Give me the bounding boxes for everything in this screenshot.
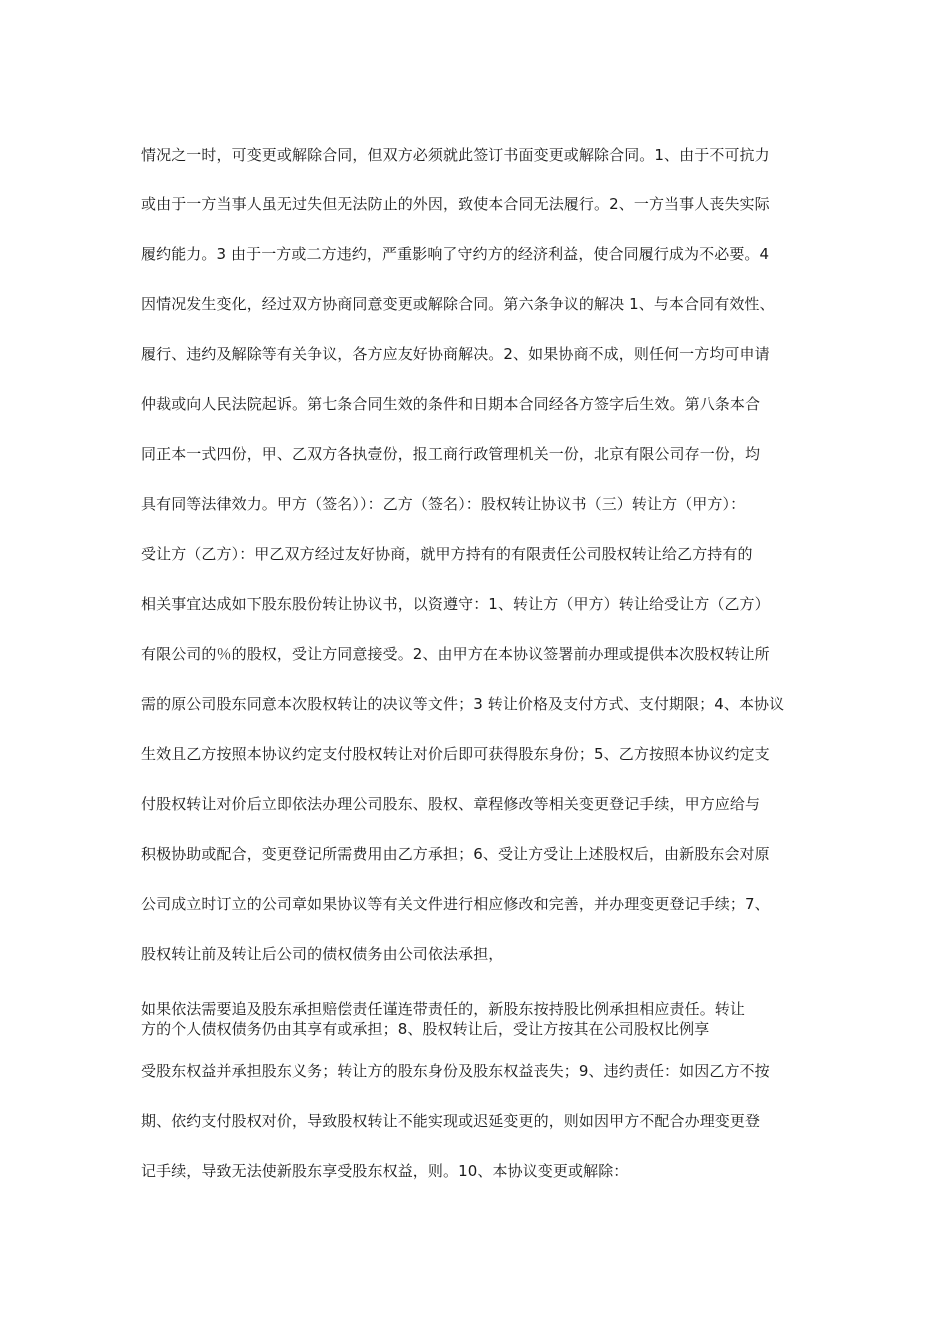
text-line-8: 具有同等法律效力。甲方（签名））：乙方（签名）：股权转让协议书（三）转让方（甲方）： <box>141 495 746 513</box>
text-line-20: 受股东权益并承担股东义务；转让方的股东身份及股东权益丧失；9、违约责任：如因乙方不按 <box>141 1062 770 1080</box>
text-line-2: 或由于一方当事人虽无过失但无法防止的外因，致使本合同无法履行。2、一方当事人丧失实际 <box>141 195 770 213</box>
text-line-3: 履约能力。3 由于一方或二方违约，严重影响了守约方的经济利益，使合同履行成为不必要。4 <box>141 245 770 263</box>
text-line-15: 积极协助或配合，变更登记所需费用由乙方承担；6、受让方受让上述股权后，由新股东会对原 <box>141 845 770 863</box>
text-line-19: 方的个人债权债务仍由其享有或承担；8、股权转让后，受让方按其在公司股权比例享 <box>141 1020 710 1038</box>
text-line-4: 因情况发生变化，经过双方协商同意变更或解除合同。第六条争议的解决 1、与本合同有效性、 <box>141 295 775 313</box>
text-line-13: 生效且乙方按照本协议约定支付股权转让对价后即可获得股东身份；5、乙方按照本协议约定支 <box>141 745 770 763</box>
text-line-17: 股权转让前及转让后公司的债权债务由公司依法承担， <box>141 945 504 963</box>
text-line-11: 有限公司的％的股权，受让方同意接受。2、由甲方在本协议签署前办理或提供本次股权转让所 <box>141 645 770 663</box>
text-line-9: 受让方（乙方）：甲乙双方经过友好协商，就甲方持有的有限责任公司股权转让给乙方持有的 <box>141 545 753 563</box>
text-line-10: 相关事宜达成如下股东股份转让协议书，以资遵守：1、转让方（甲方）转让给受让方（乙方） <box>141 595 770 613</box>
text-line-5: 履行、违约及解除等有关争议，各方应友好协商解决。2、如果协商不成，则任何一方均可申请 <box>141 345 770 363</box>
text-line-12: 需的原公司股东同意本次股权转让的决议等文件；3 转让价格及支付方式、支付期限；4、本协议 <box>141 695 785 713</box>
text-line-1: 情况之一时，可变更或解除合同，但双方必须就此签订书面变更或解除合同。1、由于不可抗力 <box>141 146 770 164</box>
text-line-22: 记手续，导致无法使新股东享受股东权益，则。10、本协议变更或解除： <box>141 1162 629 1180</box>
text-line-16: 公司成立时订立的公司章如果协议等有关文件进行相应修改和完善，并办理变更登记手续；7、 <box>141 895 770 913</box>
text-line-21: 期、依约支付股权对价，导致股权转让不能实现或迟延变更的，则如因甲方不配合办理变更登 <box>141 1112 761 1130</box>
text-line-14: 付股权转让对价后立即依法办理公司股东、股权、章程修改等相关变更登记手续，甲方应给与 <box>141 795 761 813</box>
text-line-18: 如果依法需要追及股东承担赔偿责任谨连带责任的，新股东按持股比例承担相应责任。转让 <box>141 1000 746 1018</box>
text-line-6: 仲裁或向人民法院起诉。第七条合同生效的条件和日期本合同经各方签字后生效。第八条本合 <box>141 395 761 413</box>
text-line-7: 同正本一式四份，甲、乙双方各执壹份，报工商行政管理机关一份，北京有限公司存一份，均 <box>141 445 761 463</box>
